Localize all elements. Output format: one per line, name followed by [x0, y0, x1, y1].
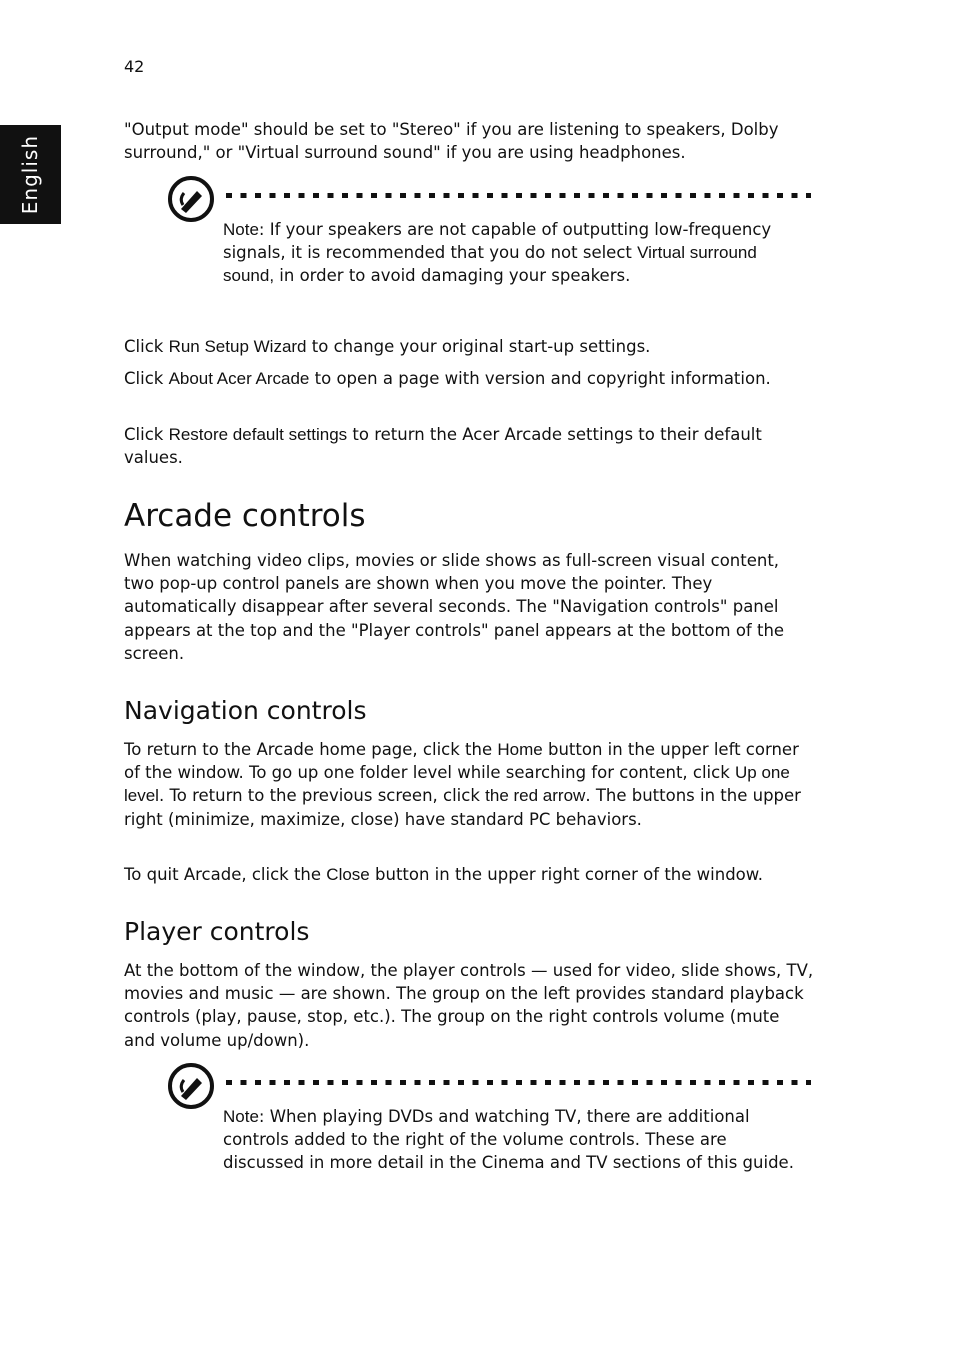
note-text: : If your speakers are not capable of outputting low-frequency signals, it is recommended that you do not select — [223, 220, 772, 263]
run-setup-wizard-paragraph — [124, 335, 814, 358]
navigation-controls-body — [124, 738, 814, 831]
run-setup-wizard-term: Run Setup Wizard — [168, 337, 307, 356]
restore-default-settings-term: Restore default settings — [168, 425, 348, 444]
close-term: Close — [326, 865, 370, 884]
note-pencil-icon — [167, 175, 215, 223]
about-acer-arcade-paragraph — [124, 367, 814, 390]
note-text: : When playing DVDs and watching TV, there are additional controls added to the right of the volume controls. These are discussed in more detail in the Cinema and TV sections of this guide. — [223, 1107, 794, 1173]
note-text: in order to avoid damaging your speakers. — [274, 266, 631, 286]
arcade-controls-heading: Arcade controls — [124, 498, 366, 534]
note-emphasis: Virtual surround sound, — [223, 243, 757, 286]
player-controls-heading: Player controls — [124, 917, 310, 946]
paragraph-text: to change your original start-up settings. — [306, 337, 651, 356]
language-side-tab — [0, 125, 61, 224]
about-acer-arcade-term: About Acer Arcade — [168, 369, 310, 388]
home-term: Home — [497, 740, 543, 759]
note-divider — [226, 193, 811, 198]
note-label: Note — [223, 1107, 259, 1126]
arcade-controls-body: When watching video clips, movies or slide shows as full-screen visual content, two pop-up control panels are shown when you move the pointer. They automatically disappear after several seconds. The "Navigation controls" panel appears at the top and the "Player controls" panel appears at the bottom of the screen. — [124, 551, 785, 663]
paragraph-text: button in the upper right corner of the window. — [369, 865, 763, 884]
paragraph-text: Click — [124, 425, 169, 444]
paragraph-text: . To return to the previous screen, click — [158, 786, 486, 806]
quit-arcade-paragraph — [124, 863, 814, 886]
paragraph-text: to return the Acer Arcade settings to their default values. — [124, 425, 762, 468]
note-speakers — [223, 218, 803, 288]
paragraph-text: to open a page with version and copyright information. — [309, 369, 771, 388]
paragraph-text: To quit Arcade, click the — [124, 865, 327, 884]
note-label: Note — [223, 220, 259, 239]
note-dvd-tv — [223, 1105, 803, 1175]
restore-defaults-paragraph — [124, 423, 814, 469]
paragraph-text: . The buttons in the upper right (minimize, maximize, close) have standard PC behaviors. — [124, 786, 801, 829]
navigation-controls-heading: Navigation controls — [124, 696, 367, 725]
note-pencil-icon — [167, 1062, 215, 1110]
paragraph-text: To return to the Arcade home page, click the — [124, 740, 498, 759]
paragraph-text: Click — [124, 369, 169, 388]
language-side-tab-label: English — [17, 134, 42, 215]
paragraph-text: button in the upper left corner of the window. To go up one folder level while searching for content, click — [124, 740, 799, 783]
note-divider — [226, 1080, 811, 1085]
page-number: 42 — [124, 57, 145, 76]
up-one-level-term: Up one level — [124, 763, 790, 806]
red-arrow-term: the red arrow — [485, 786, 586, 806]
player-controls-body: At the bottom of the window, the player controls — used for video, slide shows, TV, movies and music — are shown. The group on the left provides standard playback controls (play, pause, stop, etc.). The group on the right controls volume (mute and volume up/down). — [124, 961, 814, 1050]
paragraph-text: Click — [124, 337, 169, 356]
output-mode-paragraph: "Output mode" should be set to "Stereo" if you are listening to speakers, Dolby surround," or "Virtual surround sound" if you are using headphones. — [124, 120, 779, 163]
